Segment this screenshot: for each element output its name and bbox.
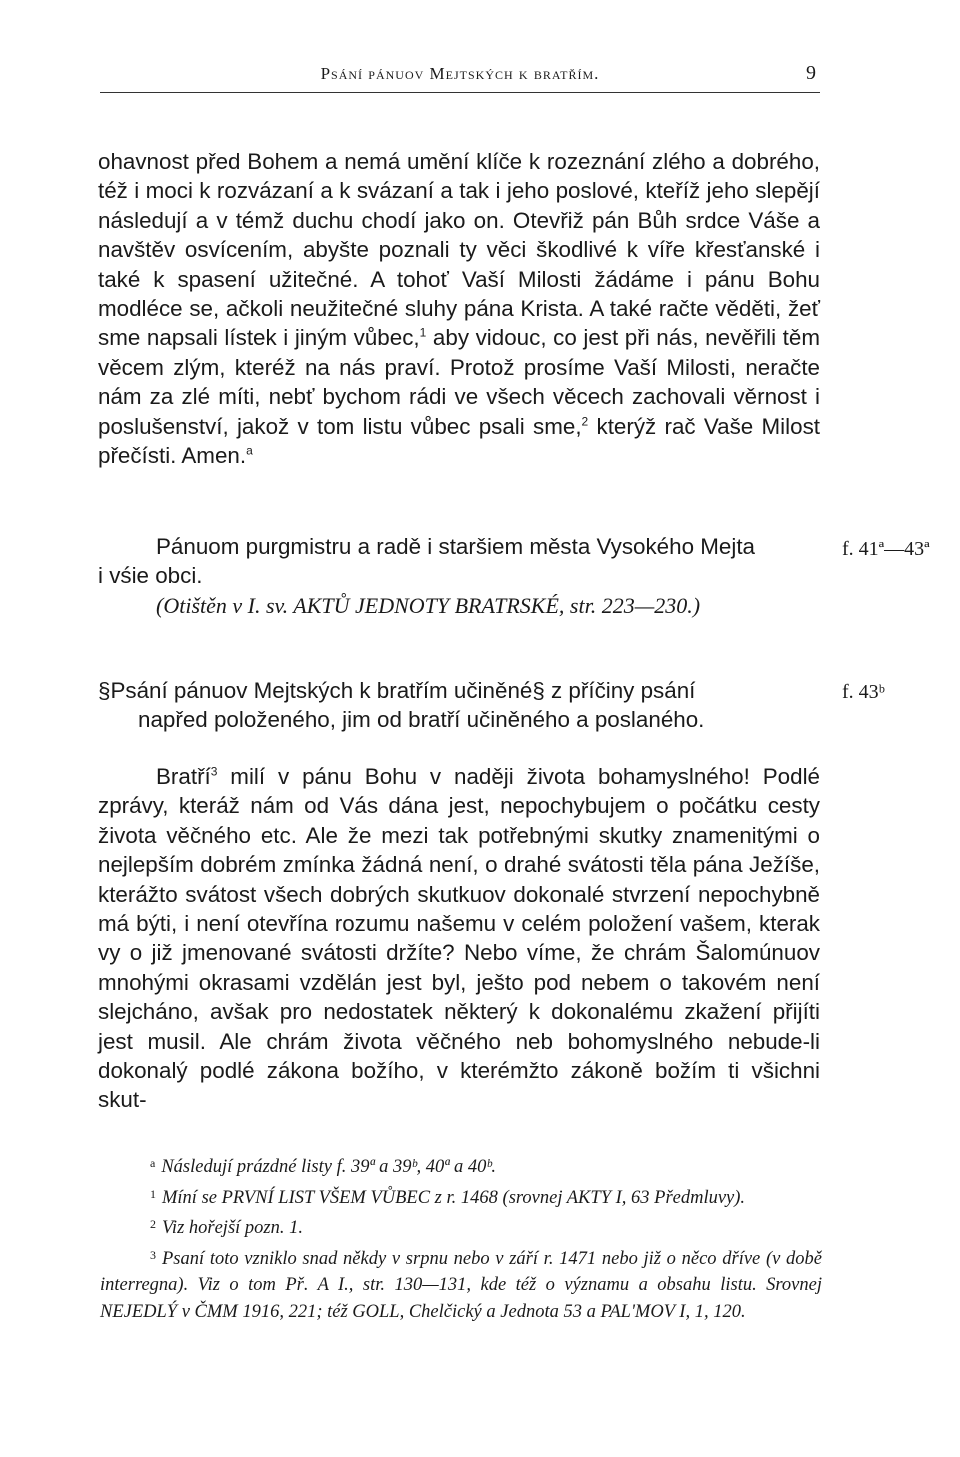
footnote-ref-a: a bbox=[246, 443, 253, 458]
footnote-text: Psaní toto vzniklo snad někdy v srpnu nebo v září r. 1471 nebo již o něco dříve (v době interregna). Viz o tom Př. A I., str. 130—131, kde též o významu a obsahu listu. Srovnej NEJEDLÝ v ČMM 1916, 221; též GOLL, Chelčický a Jednota 53 a PAL'MOV I, 1, 120. bbox=[100, 1248, 822, 1322]
paragraph-1-text-3: kterýž rač Vaše Milost přečísti. Amen. bbox=[98, 413, 821, 469]
footnote-3 bbox=[100, 1242, 822, 1326]
paragraph-2-text: milí v pánu Bohu v naději života bohamyslného! Podlé zprávy, kteráž nám od Vás dána jest, nepochybujem o počátku cesty života věčného etc. Ale že mezi tak potřebnými skutky znamenitými o nejlepším dobrém zmínka žádná není, o drahé svátosti těla pána Ježíše, kterážto svátost všech dobrých skutkuov dokonalé stvrzení nepochybně má býti, i není otevřína rozumu našemu v celém položení vašem, kterak vy o již jmenované svátosti držíte? Nebo víme, že chrám Šalomúnuov mnohými okrasami vzdělán jest byl, ješto pod nebem o takovém není slejcháno, avšak pro nedostatek některý k dokonalému zkažení přijíti jest musil. Ale chrám života věčného neb bohomyslného nebude-li dokonalý podlé zákona božího, v kterémžto zákoně božím ti všichni skut- bbox=[98, 764, 820, 1113]
margin-note-folio-1: f. 41ª—43ª bbox=[842, 538, 930, 560]
paragraph-2-start: Bratří bbox=[156, 764, 211, 789]
footnote-ref-2: 2 bbox=[581, 414, 589, 429]
footnote-1 bbox=[100, 1181, 822, 1212]
footnote-2 bbox=[100, 1211, 822, 1242]
footnote-text: Následují prázdné listy f. 39ª a 39ᵇ, 40ª a 40ᵇ. bbox=[161, 1157, 496, 1177]
paragraph-1-text: ohavnost před Bohem a nemá umění klíče k rozeznání zlého a dobrého, též i moci k rozvázaní a k svázaní a tak i jeho poslové, kteříž jeho slepějí následují a v témž duchu chodí jako on. Otevřiž pán Bůh srdce Váše a navštěv osvícením, abyšte poznali ty věci škodlivé k víře křesťanské i také k spasení užitečné. A tohoť Vaší Milosti žádáme i pánu Bohu modléce se, ačkoli neužitečné sluhy pána Krista. A také račte věděti, žeť sme napsali lístek i jiným vůbec, bbox=[98, 149, 820, 351]
paragraph-2 bbox=[98, 762, 820, 1115]
letter-address bbox=[98, 532, 820, 620]
running-header bbox=[100, 62, 820, 93]
address-line-1: Pánuom purgmistru a radě i staršiem města Vysokého Mejta bbox=[156, 534, 755, 559]
footnote-mark: 3 bbox=[150, 1247, 156, 1262]
source-citation: (Otištěn v I. sv. AKTŮ JEDNOTY BRATRSKÉ, str. 223—230.) bbox=[156, 592, 701, 618]
margin-note-folio-2: f. 43ᵇ bbox=[842, 681, 885, 703]
footnotes bbox=[100, 1150, 822, 1325]
footnote-mark: 1 bbox=[150, 1186, 156, 1201]
heading-line-2: napřed položeného, jim od bratří učiněného a poslaného. bbox=[138, 707, 705, 733]
address-line-2: i vśie obci. bbox=[98, 563, 203, 589]
paragraph-1-text-2: aby vidouc, co jest při nás, nevěřili těm věcem zlým, kteréž na nás praví. Protož prosíme Vaší Milosti, neračte nám za zlé míti, nebť bychom rádi ve všech věcech zachovali věrnost i poslušenství, jakož v tom listu vůbec psali sme, bbox=[98, 325, 821, 439]
paragraph-1 bbox=[98, 147, 820, 470]
footnote-ref-3: 3 bbox=[210, 764, 218, 779]
footnote-a bbox=[100, 1150, 822, 1181]
footnote-ref-1: 1 bbox=[419, 325, 427, 340]
footnote-mark: a bbox=[150, 1156, 156, 1170]
footnote-text: Míní se PRVNÍ LIST VŠEM VŮBEC z r. 1468 (srovnej AKTY I, 63 Předmluvy). bbox=[162, 1187, 746, 1208]
running-title: Psání pánuov Mejtských k bratřím. bbox=[320, 64, 600, 83]
page-number: 9 bbox=[806, 62, 816, 84]
heading-line-1: §Psání pánuov Mejtských k bratřím učiněné§ z příčiny psání bbox=[98, 678, 696, 703]
footnote-text: Viz hořejší pozn. 1. bbox=[162, 1218, 303, 1238]
footnote-mark: 2 bbox=[150, 1217, 156, 1231]
letter-heading bbox=[98, 676, 820, 735]
